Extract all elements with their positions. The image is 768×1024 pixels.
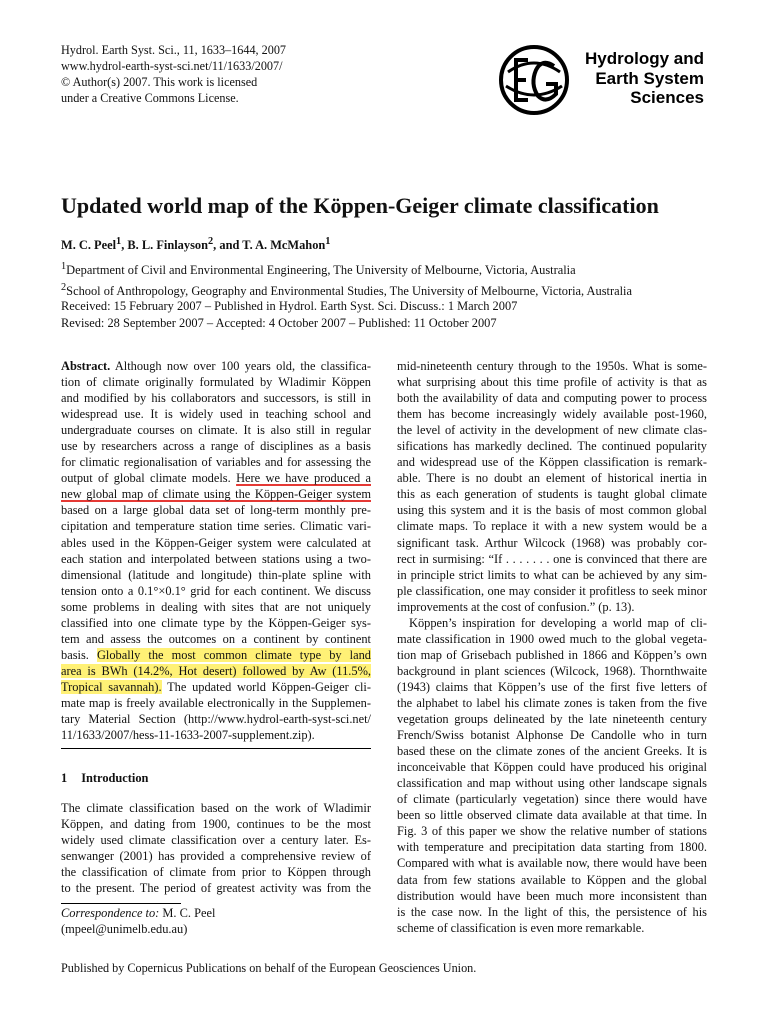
citation-line: Hydrol. Earth Syst. Sci., 11, 1633–1644, 2007 (61, 43, 287, 57)
text-line: the alphabet to label his climate zones is taken from the five (397, 695, 707, 710)
abstract-line: tem and assess the outcomes on a continent by continent (61, 631, 371, 646)
text-line: is the case now. In the light of this, the persistence of his (397, 904, 707, 919)
abstract-line (61, 663, 371, 679)
text-line: with temperature and precipitation data starting from 1800. (397, 840, 707, 855)
text-line: to the present. The period of greatest activity was from the (61, 881, 371, 896)
text-line: background in plant sciences (Wilcock, 1968). Thornthwaite (397, 663, 707, 678)
citation-line: © Author(s) 2007. This work is licensed (61, 75, 258, 89)
text-line: significant task. Arthur Wilcock (1968) was probably cor- (397, 535, 707, 550)
abstract-line: for climatic regionalisation of variables and for assessing the (61, 455, 371, 470)
author-list: M. C. Peel$^1$, B. L. Finlayson$^2$, and T. A. McMahon$^1$ (61, 236, 331, 253)
abstract-line: some problems in dealing with sites that are not uniquely (61, 599, 371, 614)
text-line: using this system and it is the basis of most common global (397, 503, 707, 518)
abstract-line (61, 486, 371, 502)
text-line: widely used climate classification over a century later. Es- (61, 833, 371, 848)
text-line: Köppen’s inspiration for developing a world map of cli- (409, 615, 707, 630)
abstract-line: Abstract. Although now over 100 years old, the classifica- (61, 359, 371, 373)
text-line: tion map of Grisebach published in 1866 and Köppen’s own (397, 647, 707, 662)
text-line: both the availability of data and computing power to process (397, 391, 707, 406)
abstract (61, 358, 371, 743)
abstract-line: widespread use. It is widely used in teaching school and (61, 407, 371, 422)
right-column (397, 358, 707, 936)
text-line: based these on the climate zones of the ancient Greeks. It is (397, 744, 707, 759)
correspondence-label: Correspondence to: (61, 906, 160, 920)
text-line: mid-nineteenth century through to the 1950s. What is some- (397, 359, 707, 373)
underlined-text: new global map of climate using the Köppen-Geiger system (61, 487, 371, 502)
text-line: ple classification, one may consider it profitless to seek minor (397, 583, 707, 598)
paper-title: Updated world map of the Köppen-Geiger climate classification (61, 193, 659, 218)
text-line: Compared with what is available now, there would have been (397, 856, 707, 871)
abstract-line: cipitation and temperature station time series. Climatic vari- (61, 519, 371, 534)
text-line: mate classification in 1900 owed much to the global vegeta- (397, 631, 707, 646)
journal-name: Hydrology and Earth System Sciences (584, 49, 704, 107)
text-line: vegetation groups delineated by the late nineteenth century (397, 712, 707, 727)
abstract-line: each station and interpolated between stations using a two- (61, 551, 371, 566)
affiliation: $^1$Department of Civil and Environmental Engineering, The University of Melbourne, Victoria, Australia (61, 261, 576, 278)
text-line: what surprising about this time profile of activity is that as (397, 375, 707, 390)
footnote-divider (61, 903, 181, 904)
text-line: able. There is no doubt an element of historical inertia in (397, 471, 707, 486)
text-line: scheme of classification is even more remarkable. (397, 920, 645, 935)
text-line: Köppen, and dating from 1900, continues to be the most (61, 817, 371, 832)
text-line: (1943) claims that Köppen’s use of the first five letters of (397, 679, 707, 694)
text-line: them has become increasingly widely available post-1960, (397, 407, 707, 422)
abstract-line: basis. Globally the most common climate type by land (61, 647, 371, 662)
text-line: The climate classification based on the work of Wladimir (61, 801, 371, 815)
citation-url[interactable]: www.hydrol-earth-syst-sci.net/11/1633/2007/ (61, 59, 283, 73)
text-line: climate maps. To replace it with a new system would be a (397, 519, 707, 534)
text-line: rect in surmising: “If . . . . . . . one is convinced that there are (397, 551, 707, 566)
text-line: this as each generation of students is taught global climate (397, 487, 707, 502)
author-name: T. A. McMahon (242, 238, 326, 253)
egu-globe-logo-icon (498, 44, 570, 116)
abstract-line: and modified by his collaborators and successors, is still in (61, 391, 371, 406)
abstract-line[interactable]: 11/1633/2007/hess-11-1633-2007-supplement.zip). (61, 728, 315, 743)
affiliations (61, 258, 632, 300)
correspondence-email[interactable]: (mpeel@unimelb.edu.au) (61, 922, 188, 936)
text-line: inconceivable that Köppen could have produced his original (397, 760, 707, 775)
abstract-line: output of global climate models. Here we have produced a (61, 471, 371, 486)
text-line: distribution would have been much more inconsistent than (397, 888, 707, 903)
underlined-text: Here we have produced a (236, 471, 371, 486)
text-line: sifications has markedly declined. The continued popularity (397, 439, 707, 454)
correspondence-name: M. C. Peel (159, 906, 216, 920)
text-line: improvements at the cost of confusion.” (p. 13). (397, 599, 635, 614)
text-line: classification and map without using other landscape signals (397, 776, 707, 791)
correspondence (61, 905, 215, 937)
citation-block (61, 42, 286, 106)
text-line: senwanger (2001) has provided a comprehensive review of (61, 849, 371, 864)
highlighted-text: area is BWh (14.2%, Hot desert) followed by Aw (11.5%, (61, 663, 371, 678)
abstract-line: tension onto a 0.1°×0.1° grid for each continent. We discuss (61, 583, 371, 598)
text-line: of climate (particularly vegetation) since there would have (397, 792, 707, 807)
text-line: the level of activity in the development of new climate clas- (397, 423, 707, 438)
highlighted-text: Tropical savannah). (61, 679, 162, 694)
publication-dates: Received: 15 February 2007 – Published in Hydrol. Earth Syst. Sci. Discuss.: 1 March 2007 Revised: 28 September 2007 – Accepted: 4 October 2007 – Published: 11 October 2007 (61, 299, 518, 330)
text-line: been so little observed climate data available at that time. In (397, 808, 707, 823)
highlighted-text: Globally the most common climate type by land (96, 647, 371, 662)
author-name: M. C. Peel (61, 238, 117, 253)
introduction-paragraph (61, 800, 371, 896)
text-line: Fig. 3 of this paper we show the relative number of stations (397, 824, 707, 839)
journal-logo (498, 44, 718, 116)
text-line: in principle strict limits to what can be achieved by any sim- (397, 567, 707, 582)
author-name: B. L. Finlayson (127, 238, 208, 253)
citation-line: under a Creative Commons License. (61, 91, 239, 105)
text-line: the classification of climate from prior to Köppen through (61, 865, 371, 880)
abstract-line: classified into one climate type by the Köppen-Geiger sys- (61, 615, 371, 630)
abstract-line: tion of climate originally formulated by Wladimir Köppen (61, 375, 371, 390)
publisher-footer: Published by Copernicus Publications on behalf of the European Geosciences Union. (61, 961, 477, 975)
abstract-line: undergraduate courses on climate. It is also still in regular (61, 423, 371, 438)
abstract-line: ables used in the Köppen-Geiger system were calculated at (61, 535, 371, 550)
text-line: data from few stations available to Köppen and the global (397, 872, 707, 887)
affiliation: $^2$School of Anthropology, Geography and Environmental Studies, The University of Melbourne, Victoria, Australia (61, 282, 632, 299)
section-heading: 1 Introduction (61, 771, 149, 785)
abstract-line: use by researchers across a range of disciplines as a basis (61, 439, 371, 454)
abstract-line[interactable]: tary Material Section (http://www.hydrol-earth-syst-sci.net/ (61, 712, 371, 727)
text-line: French/Swiss botanist Alphonse De Candolle who in turn (397, 728, 707, 743)
abstract-line: dimensional (latitude and longitude) thin-plate spline with (61, 567, 371, 582)
abstract-line: based on a large global data set of long-term monthly pre- (61, 503, 371, 518)
abstract-line: mate map is freely available electronically in the Supplemen- (61, 695, 371, 710)
abstract-label: Abstract. (61, 359, 111, 373)
text-line: and widespread use of the Köppen classification is remark- (397, 455, 707, 470)
divider (61, 748, 371, 749)
abstract-line: Tropical savannah). The updated world Köppen-Geiger cli- (61, 679, 371, 694)
